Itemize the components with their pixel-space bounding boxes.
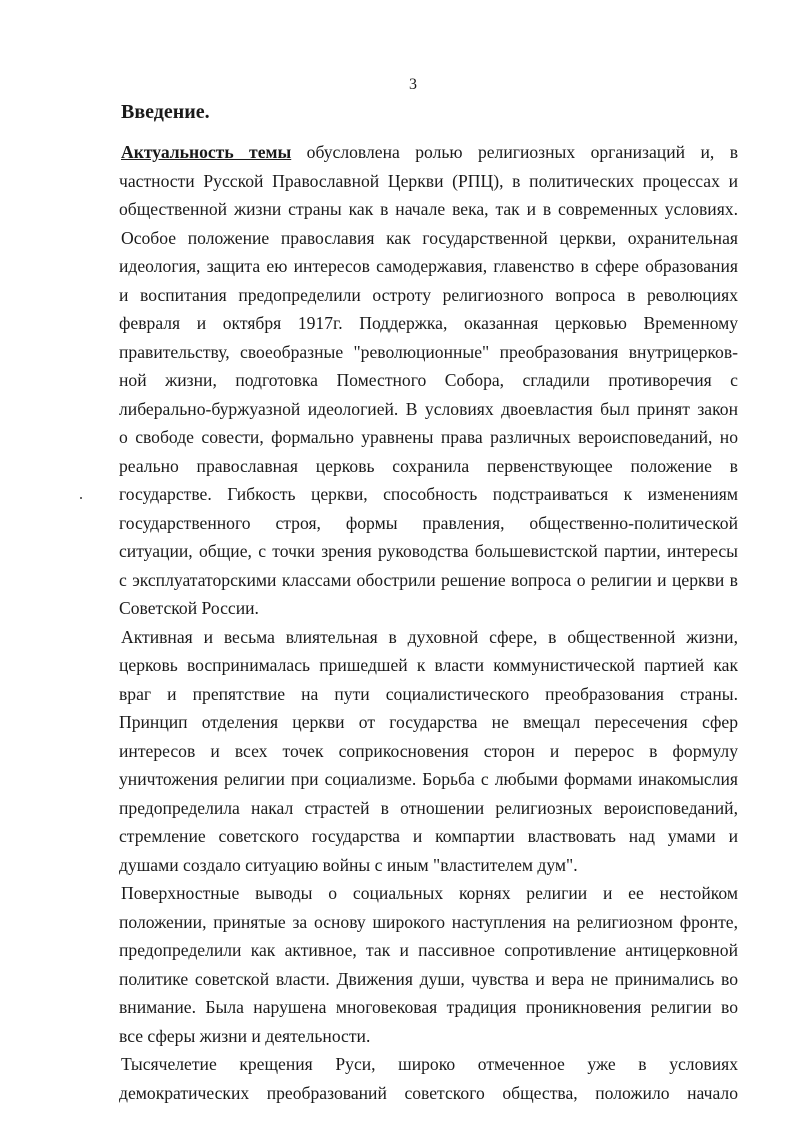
paragraph-line: Активная и весьма влиятельная в духовной сфере, в общественной жизни, — [121, 626, 738, 647]
paragraph-line: общественной жизни страны как в начале века, так и в современных условиях. — [119, 199, 738, 219]
paragraph-line: Поверхностные выводы о социальных корнях религии и ее нестойком — [121, 883, 738, 903]
paragraph-line: с эксплуататорскими классами обострили решение вопроса о религии и церкви в — [119, 569, 738, 590]
paragraph-line: демократических преобразований советского общества, положило начало — [119, 1082, 738, 1103]
paragraph-line: интересов и всех точек соприкосновения сторон и перерос в формулу — [119, 740, 738, 761]
body-text — [121, 138, 738, 1107]
paragraph-line: частности Русской Православной Церкви (РПЦ), в политических процессах и — [119, 170, 738, 191]
paragraph-line: внимание. Была нарушена многовековая традиция проникновения религии во — [119, 997, 738, 1017]
section-heading: Введение. — [121, 101, 210, 123]
scan-speck — [80, 497, 82, 499]
paragraph-line: правительству, своеобразные "революционные" преобразования внутрицерков- — [119, 341, 738, 362]
paragraph-line: ситуации, общие, с точки зрения руководства большевистской партии, интересы — [119, 541, 738, 561]
paragraph-line: предопределили как активное, так и пассивное сопротивление антицерковной — [119, 940, 738, 960]
paragraph-line: враг и препятствие на пути социалистического преобразования страны. — [119, 683, 738, 704]
paragraph-line: реально православная церковь сохранила первенствующее положение в — [119, 455, 738, 476]
paragraph-line: положении, принятые за основу широкого наступления на религиозном фронте, — [119, 911, 738, 932]
paragraph-line: Тысячелетие крещения Руси, широко отмеченное уже в условиях — [121, 1054, 738, 1074]
paragraph-line: уничтожения религии при социализме. Борьба с любыми формами инакомыслия — [119, 769, 738, 789]
paragraph-line: Советской России. — [119, 598, 259, 618]
paragraph-line: государственного строя, формы правления, общественно-политической — [119, 512, 738, 533]
paragraph-line: предопределила накал страстей в отношении религиозных вероисповеданий, — [119, 797, 738, 818]
paragraph-line: ной жизни, подготовка Поместного Собора, сгладили противоречия с — [119, 370, 738, 390]
paragraph-line: Принцип отделения церкви от государства не вмещал пересечения сфер — [119, 712, 738, 732]
paragraph-line: и воспитания предопределили остроту религиозного вопроса в революциях — [119, 284, 738, 305]
paragraph-line: либерально-буржуазной идеологией. В условиях двоевластия был принят закон — [119, 398, 738, 419]
paragraph-line: душами создало ситуацию войны с иным "властителем дум". — [119, 854, 578, 875]
paragraph-line: Актуальность темы обусловлена ролью религиозных организаций и, в — [121, 142, 739, 162]
paragraph-line: государстве. Гибкость церкви, способность подстраиваться к изменениям — [119, 484, 738, 504]
paragraph-line: политике советской власти. Движения души, чувства и вера не принимались во — [119, 968, 738, 989]
paragraph-line: Особое положение православия как государственной церкви, охранительная — [121, 227, 738, 248]
paragraph-line: о свободе совести, формально уравнены права различных вероисповеданий, но — [119, 427, 738, 447]
paragraph-line: церковь воспринималась пришедшей к власти коммунистической партией как — [119, 655, 738, 675]
paragraph-line: февраля и октября 1917г. Поддержка, оказанная церковью Временному — [119, 313, 738, 333]
page-number: 3 — [409, 76, 417, 93]
paragraph-line: все сферы жизни и деятельности. — [119, 1025, 371, 1046]
paragraph-line: стремление советского государства и компартии властвовать над умами и — [119, 826, 738, 846]
paragraph-line: идеология, защита ею интересов самодержавия, главенство в сфере образования — [119, 256, 738, 276]
emphasized-term: Актуальность темы — [121, 142, 292, 162]
